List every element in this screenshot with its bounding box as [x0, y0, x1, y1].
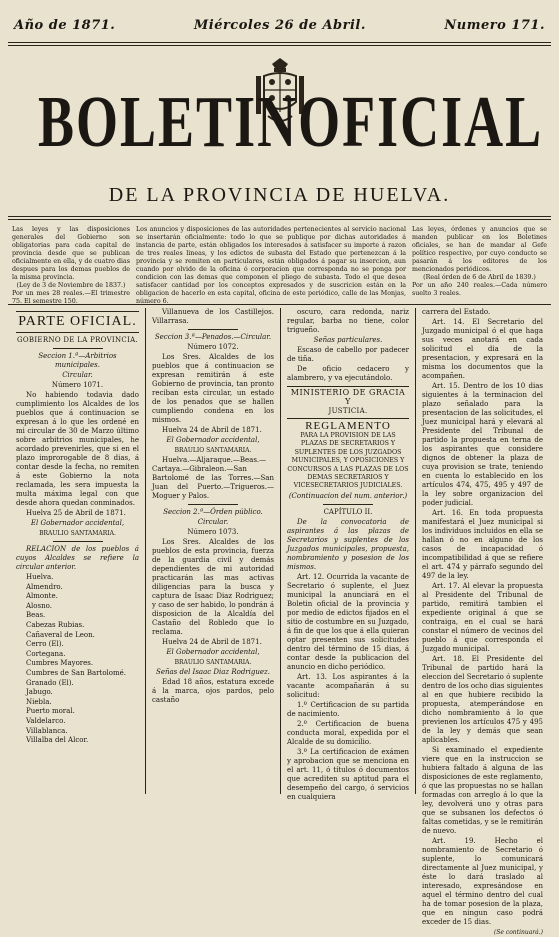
reglamento-heading: REGLAMENTO [305, 420, 391, 432]
list-item: Almonte. [26, 592, 58, 601]
article-13-item-2: 2.º Certificacion de buena conducta moral, expedida por el Alcalde de su domicilio. [287, 719, 409, 746]
signature-title-2: El Gobernador accidental, [166, 648, 260, 656]
parte-oficial-heading: PARTE OFICIAL. [16, 311, 139, 333]
list-item: Almendro. [26, 582, 63, 591]
signature-title-1: El Gobernador accidental, [166, 436, 260, 444]
notices-row [12, 226, 547, 305]
senas-particulares: Señas particulares. [313, 336, 383, 344]
number-1071: Número 1071. [51, 381, 104, 389]
dateline: Huelva 25 de Abril de 1871. [26, 509, 126, 517]
top-rule [8, 42, 551, 43]
notice-left-text: Las leyes y las disposiciones generales del Gobierno son obligatorias para cada capital de provincia desde que se publican oficialmente en ella, y de cuatro dias despues para los demas pueblos de la misma provincia. [12, 226, 130, 281]
article-18-continued: Si examinado el expediente viere que en la instruccion se hubiera faltado á alguna de las disposiciones de este reglamento, ó que las propuestas no se hallan formadas con arreglo á lo que la ley, devolverá uno y otras para que se subsanen los defectos ó faltas cometidas, y se le remitirán de nuevo. [422, 746, 543, 835]
article-16: Art. 16. En toda propuesta manifestará el Juez municipal si los individuos incluidos en ella se hallan ó no en alguno de los casos de incapacidad ó incompatibilidad á que se refiere el art. 474 y párrafo segundo del 497 de la ley. [422, 509, 543, 580]
title-boletin: BOLETIN [38, 81, 299, 163]
chapter-title: De la convocatoria de aspirantes á las plazas de Secretarios y suplentes de los Juzgados municipales, propuesta, nombramiento y posesion de los mismos. [287, 517, 409, 571]
chapter-heading: CAPÍTULO II. [323, 507, 373, 516]
list-item: Cerro (El). [26, 640, 64, 649]
article-18: Art. 18. El Presidente del Tribunal de partido hará la eleccion del Secretario ó suplente dentro de los ocho dias siguientes al en que hubiere recibido la propuesta, atemperándose en dicho nombramiento á lo que previenen los artículos 475 y 495 de la ley y demás que sean aplicables. [422, 655, 543, 744]
columns [10, 308, 549, 936]
article-13: Art. 13. Los aspirantes á la vacante acompañarán á su solicitud: [287, 672, 409, 699]
divider [53, 541, 103, 542]
notice-right [412, 226, 547, 302]
captura-body: Los Sres. Alcaldes de los pueblos de esta provincia, fuerza de la guardia civil y demás dependientes de mi autoridad practicarán las mas activas diligencias para la busca y captura de Isaac Diaz Rodriguez; y caso de ser habido, lo pondrán á disposicion de la Alcaldía del Castaño del Robledo que lo reclama. [152, 538, 274, 636]
article-13-item-3: 3.º La certificacion de exámen y aprobacion que se menciona en el art. 11, ó títulos ó documentos que acrediten su aptitud para el desempeño del cargo, ó servicios en cualquiera [287, 747, 409, 801]
list-item: Granado (El). [26, 678, 74, 687]
divider [53, 348, 103, 349]
article-17: Art. 17. Al elevar la propuesta al Presidente del Tribunal de partido, remitirá tambien el expediente original á que se contraiga, en el cual se hará constar el número de vecinos del pueblo á que corresponda el Juzgado municipal. [422, 582, 543, 653]
circular-body: No habiendo todavia dado cumplimiento los Alcaldes de los pueblos que á continuacion se expresan á lo que les ordené en mi circular de 30 de Marzo último sobre arbitrios municipales, he acordado prevenirles, que si en el plazo improrogable de 8 dias, á contar desde la fecha, no remiten á este Gobierno la nota reclamada, les sera impuesta la multa máxima legal con que desde ahora quedan conminados. [16, 391, 139, 507]
circular-label: Circular. [62, 371, 93, 379]
section-orden-publico: Seccion 2.ª—Órden público. [163, 508, 263, 516]
signature-name: BRAULIO SANTAMARIA. [39, 530, 116, 537]
ministry-heading: MINISTERIO DE GRACIA Y [290, 388, 406, 406]
continuation-top: carrera del Estado. [422, 308, 491, 316]
list-item: Jabugo. [26, 688, 53, 697]
list-item: Puerto moral. [26, 707, 75, 716]
list-item: Huelva. [26, 573, 54, 581]
column-1 [10, 308, 145, 794]
masthead-subtitle: DE LA PROVINCIA DE HUELVA. [108, 184, 451, 206]
list-item: Cañaveral de Leon. [26, 630, 95, 639]
article-13-item-1: 1.º Certificacion de su partida de nacimiento. [287, 700, 409, 718]
list-item: Cortegana. [26, 649, 66, 658]
issue-number: Numero 171. [444, 18, 545, 33]
senas-title: Señas del Isaac Diaz Rodriguez. [156, 668, 270, 676]
dateline-1: Huelva 24 de Abril de 1871. [162, 426, 262, 434]
list-item: Niebla. [26, 697, 52, 706]
towns-list [26, 573, 139, 746]
date-label: Miércoles 26 de Abril. [193, 18, 366, 33]
list-item: Villablanca. [26, 726, 68, 735]
notice-left-ref: (Ley de 3 de Noviembre de 1837.) [16, 282, 126, 289]
notice-left-price: Por un mes 28 reales.—El trimestre 75. El semestre 150. [12, 290, 130, 305]
ministry-box [287, 386, 409, 419]
se-continuara: (Se continuará.) [493, 929, 543, 936]
penados-body: Los Sres. Alcaldes de los pueblos que á continuacion se expresan remitirán á este Gobierno de provincia, tan pronto reciban esta circular, un estado de los penados que se hallen cumpliendo condena en los mismos. [152, 353, 274, 424]
divider [188, 329, 238, 330]
notice-right-ref: (Real órden de 6 de Abril de 1839.) [423, 274, 536, 281]
list-item: Cumbres Mayores. [26, 659, 94, 668]
signature-name-1: BRAULIO SANTAMARIA. [174, 447, 252, 454]
list-item: Valdelarco. [26, 716, 66, 725]
section-penados: Seccion 3.ª—Penados.—Circular. [154, 333, 272, 341]
signature-title: El Gobernador accidental, [30, 519, 125, 527]
list-item: Villalba del Alcor. [26, 736, 89, 745]
dateline-2: Huelva 24 de Abril de 1871. [162, 638, 262, 646]
oficio: De oficio cedacero y alambrero, y va ejecutándolo. [287, 365, 409, 382]
column-3 [280, 308, 415, 801]
article-14: Art. 14. El Secretario del Juzgado municipal ó el que haga sus veces anotará en cada solicitud el dia de la presentacion, y expresará en la misma los documentos que la acompañen. [422, 318, 543, 380]
justicia-heading: JUSTICIA. [328, 407, 368, 415]
notice-right-text: Las leyes, órdenes y anuncios que se manden publicar en los Boletines oficiales, se han de mandar al Gefe político respectivo, por cuyo conducto se pasarán á los editores de los mencionados periódicos. [412, 226, 547, 273]
circular-label-2: Circular. [197, 518, 229, 526]
article-15: Art. 15. Dentro de los 10 dias siguientes á la terminacion del plazo señalado para la presentacion de las solicitudes, el Juez municipal hará y elevará al Presidente del Tribunal de partido la propuesta en terna de los aspirantes que considere dignos de obtener la plaza de cuya provision se trate, teniendo en cuenta lo establecido en los artículos 474, 475, 495 y 497 de la ley sobre organizacion del poder judicial. [422, 382, 543, 507]
column-4 [415, 308, 549, 936]
subsection-arbitrios: Seccion 1.ª—Arbitrios municipales. [38, 352, 117, 369]
article-12: Art. 12. Ocurrida la vacante de Secretario ó suplente, el Juez municipal la anunciará en el Boletin oficial de la provincia y por medio de edictos fijados en el sitio de costumbre en su Juzgado, á fin de que los que á ella quieran optar presenten sus solicitudes dentro del término de 15 dias, á contar desde la publicacion del anuncio en dicho periódico. [287, 572, 409, 671]
notice-left [12, 226, 130, 305]
reglamento-title: PARA LA PROVISION DE LAS PLAZAS DE SECRETARIOS Y SUPLENTES DE LOS JUZGADOS MUNICIPALES, Y OPOSICIONES Y CONCURSOS A LAS PLAZAS DE LOS DEMAS SECRETARIOS Y VICESECRETARIOS JUDICIALES. [287, 432, 409, 490]
signature-name-2: BRAULIO SANTAMARIA. [174, 659, 252, 666]
top-rule-2 [8, 45, 551, 46]
divider [188, 504, 238, 505]
title-oficial: OFICIAL [298, 81, 544, 163]
masthead-info-line [14, 18, 545, 38]
year-label: Año de 1871. [14, 18, 116, 33]
number-1072: Número 1072. [187, 343, 239, 351]
subtitle-rule [8, 216, 551, 217]
article-19: Art. 19. Hecho el nombramiento de Secretario ó suplente, lo comunicará directamente al Juez municipal, y éste lo dará traslado al interesado, expresándose en aquel el término dentro del cual ha de tomar posesion de la plaza, que en ningun caso podrá exceder de 15 dias. [422, 837, 543, 926]
notice-right-price: Por un año 240 reales.—Cada número suelto 3 reales. [412, 282, 547, 297]
towns-continued: Villanueva de los Castillejos. Villarrasa. [152, 308, 274, 325]
divider [323, 504, 373, 505]
towns-intro: RELACION de los pueblos á cuyos Alcaldes se refiere la circular anterior. [16, 545, 139, 571]
list-item: Beas. [26, 611, 46, 620]
subtitle-rule-2 [8, 219, 551, 220]
list-item: Cumbres de San Bartolomé. [26, 668, 126, 677]
list-item: Alosno. [26, 601, 52, 610]
senas-continued: oscuro, cara redonda, nariz regular, barba no tiene, color trigueño. [287, 308, 409, 334]
senas-text: Edad 18 años, estatura excede á la marca, ojos pardos, pelo castaño [152, 678, 274, 704]
notices-rule [8, 304, 551, 305]
list-item: Cabezas Rubias. [26, 620, 85, 629]
notice-center [136, 226, 406, 305]
number-1073: Número 1073. [187, 528, 239, 536]
senas-detail: Escaso de cabello por padecer de tiña. [287, 346, 409, 363]
continuation-note: (Continuacion del num. anterior.) [288, 491, 408, 500]
section-gobierno: GOBIERNO DE LA PROVINCIA. [16, 336, 139, 344]
penados-towns: Huelva.—Aljaraque.—Beas.—Cartaya.—Gibraleon.—San Bartolomé de las Torres.—San Juan del Puerto.—Trigueros.—Moguer y Palos. [152, 456, 274, 500]
notice-center-text: Los anuncios y disposiciones de las autoridades pertenecientes al servicio nacional se insertarán oficialmente: todo lo que se publique por dichas autoridades á instancia de parte, están obligados los interesados á satisfacer su importe á razon de tres reales lineas, y los edictos de subasta del Estado que pertenezcan á la provincia y se remiten en particulares, están obligados á pagar su insercion, aun cuando por olvido de la oficina ó corporacion que corresponda no se ponga por condicion con las demas que componen el pliego de subasta. Todo el que desea satisfacer cantidad por los conceptos expresados y de suscricion están en la obligacion de hacerlo en esta capital, oficina de este periódico, calle de las Monjas, número 6. [136, 226, 406, 305]
masthead-title [0, 80, 559, 163]
column-2 [145, 308, 280, 794]
